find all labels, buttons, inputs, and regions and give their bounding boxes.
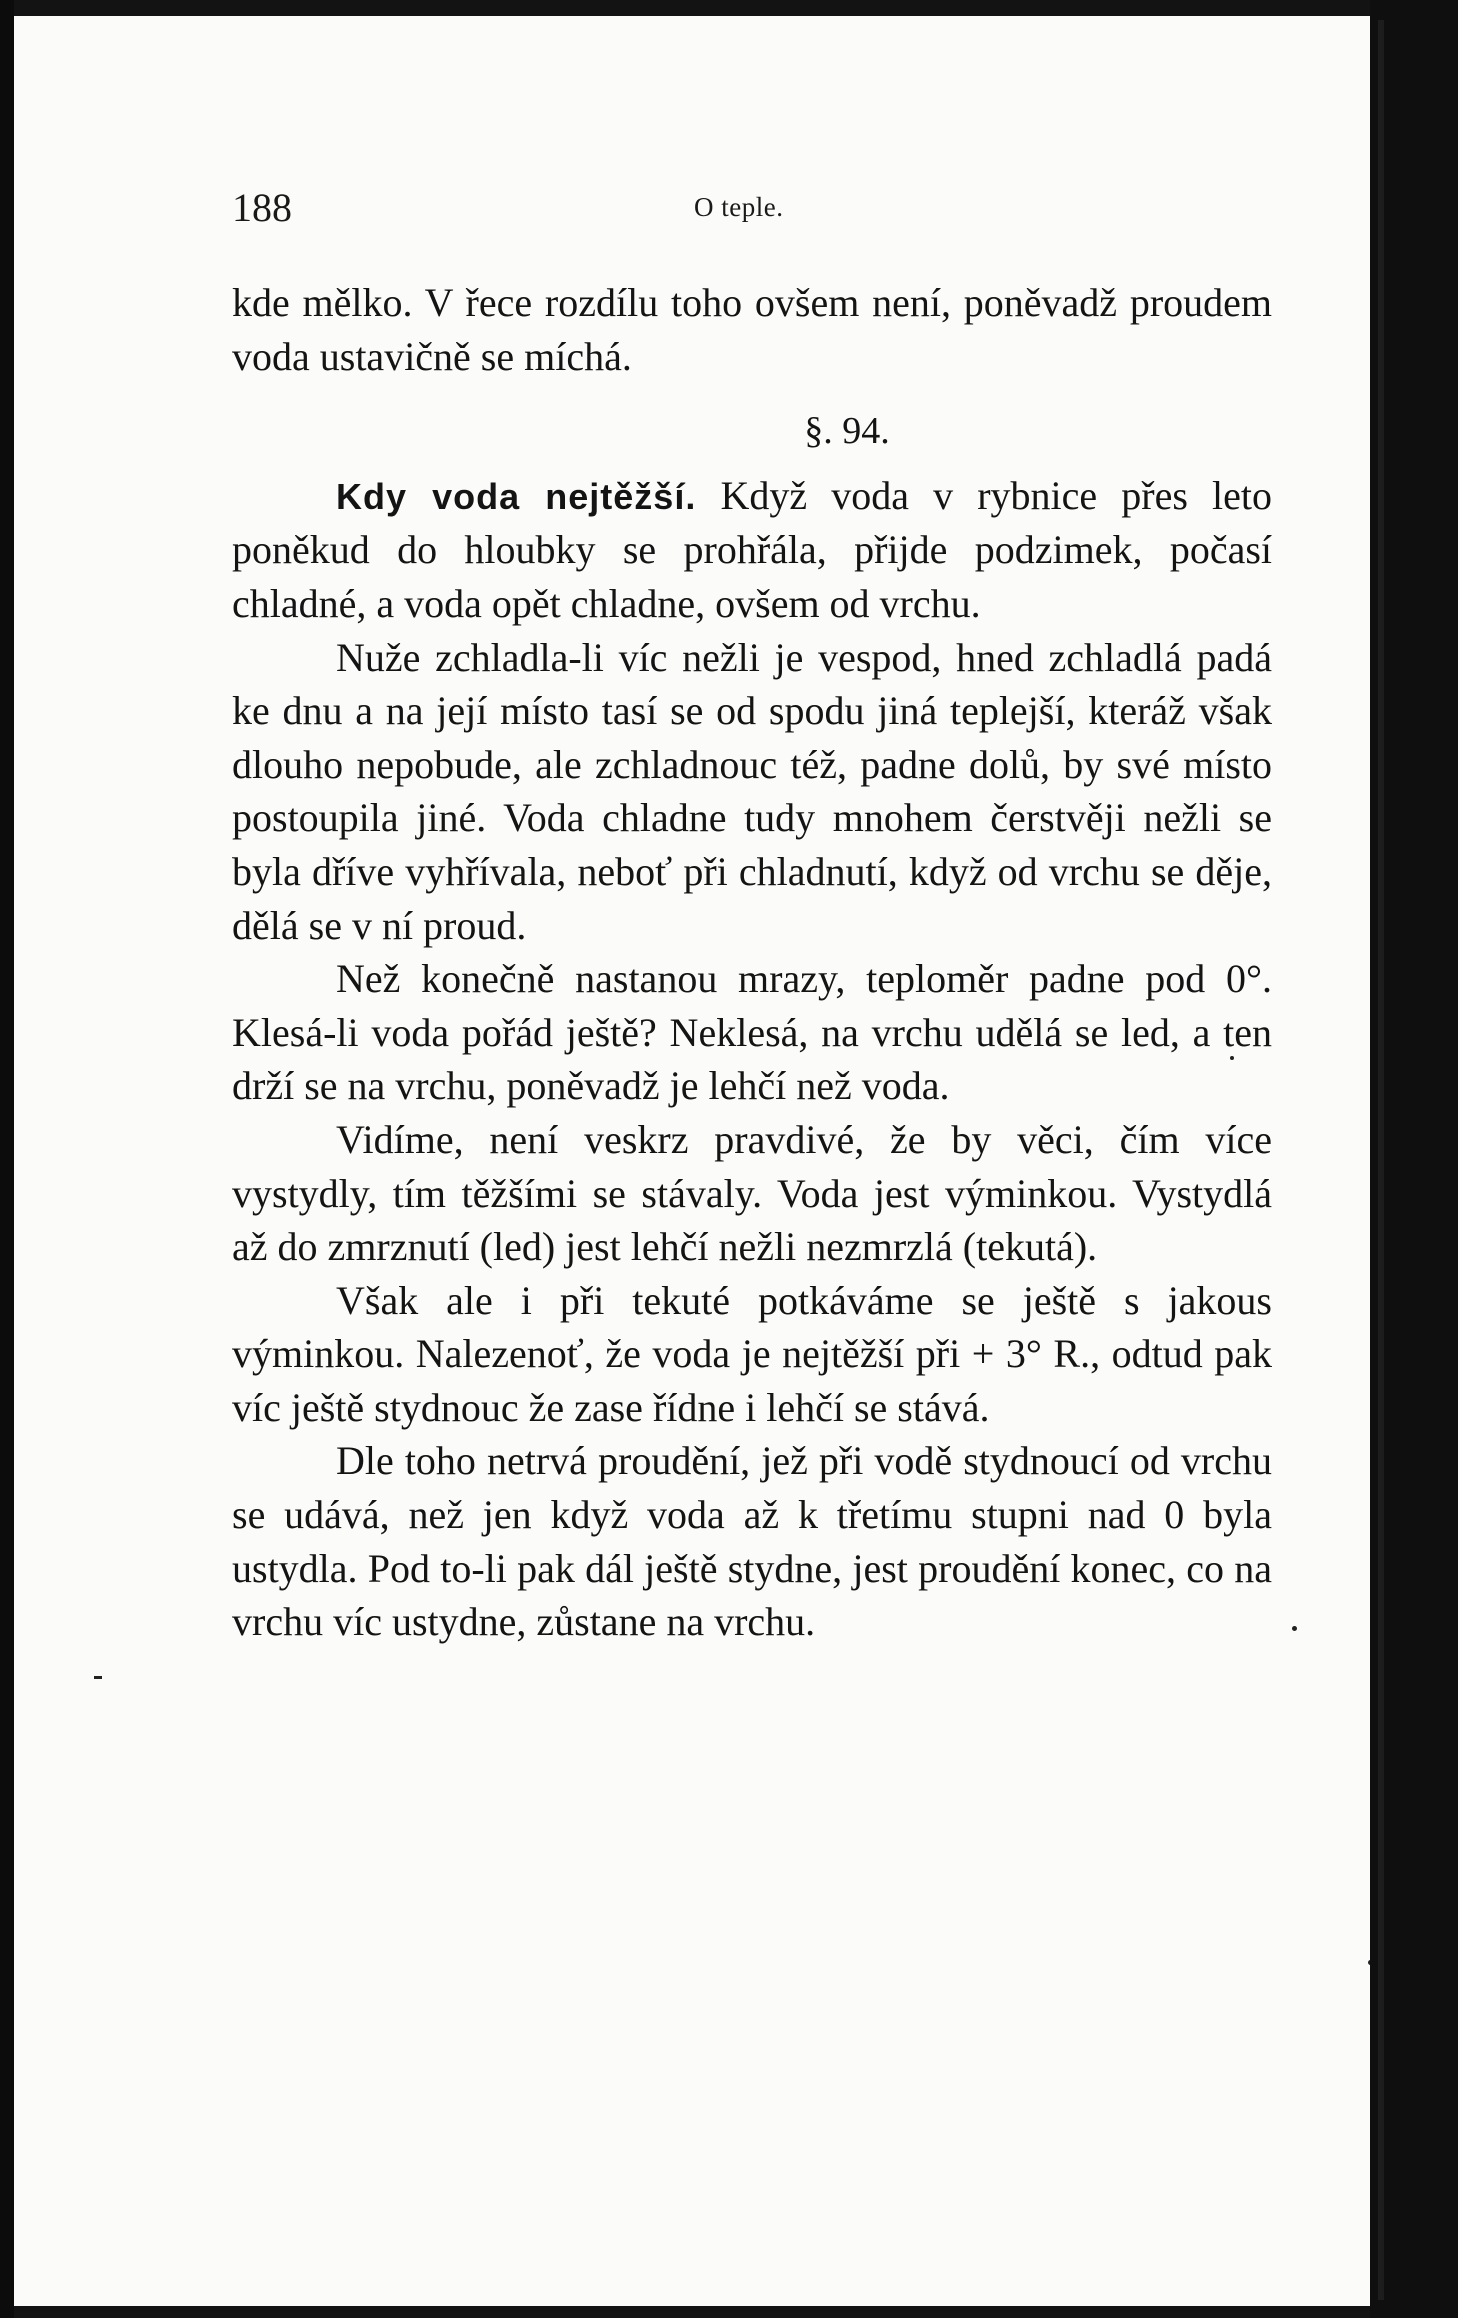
section-heading: §. 94. [804,410,890,453]
page-header [232,178,1232,248]
paragraph: Však ale i při tekuté potkáváme se ještě s jakous výminkou. Nalezenoť, že voda je nejtěžší při + 3° R., odtud pak víc ještě stydnouc že zase řídne i lehčí se stává. [232,1277,1272,1430]
page-left-edge [0,0,14,2318]
paragraph-section-lead [232,469,1272,631]
paragraph: Vidíme, není veskrz pravdivé, že by věci, čím více vystydly, tím těžšími se stávaly. Voda jest výminkou. Vystydlá až do zmrznutí (led) jest lehčí nežli nezmrzlá (tekutá). [232,1116,1272,1270]
running-title: O teple. [694,192,784,222]
speck-mark [94,1676,102,1679]
paragraph-lead-text: Když voda v rybnice přes leto poněkud do hloubky se prohřála, přijde podzimek, počasí chladné, a voda opět chladne, ovšem od vrchu. [232,472,1272,626]
binding-edge-line [1378,20,1384,2300]
page-body [232,276,1272,1649]
paragraph-lead-title: Kdy voda nejtěžší. [336,475,697,517]
paragraph-continuation: kde mělko. V řece rozdílu toho ovšem není, poněvadž proudem voda ustavičně se míchá. [232,280,1272,379]
speck-mark [1292,1626,1297,1631]
paragraph: Dle toho netrvá proudění, jež při vodě stydnoucí od vrchu se udává, než jen když voda až k třetímu stupni nad 0 byla ustydla. Pod to-li pak dál ještě stydne, jest proudění konec, co na vrchu víc ustydne, zůstane na vrchu. [232,1438,1272,1645]
page-number: 188 [232,185,292,230]
paragraph: Nuže zchladla-li víc nežli je vespod, hned zchladlá padá ke dnu a na její místo tasí se od spodu jiná teplejší, kteráž však dlouho nepobude, ale zchladnouc též, padne dolů, by své místo postoupila jiné. Voda chladne tudy mnohem čerstvěji nežli se byla dříve vyhřívala, neboť při chladnutí, když od vrchu se děje, dělá se v ní proud. [232,634,1272,948]
paragraph: Než konečně nastanou mrazy, teploměr padne pod 0°. Klesá-li voda pořád ještě? Neklesá, na vrchu udělá se led, a ten drží se na vrchu, poněvadž je lehčí než voda. [232,956,1272,1109]
